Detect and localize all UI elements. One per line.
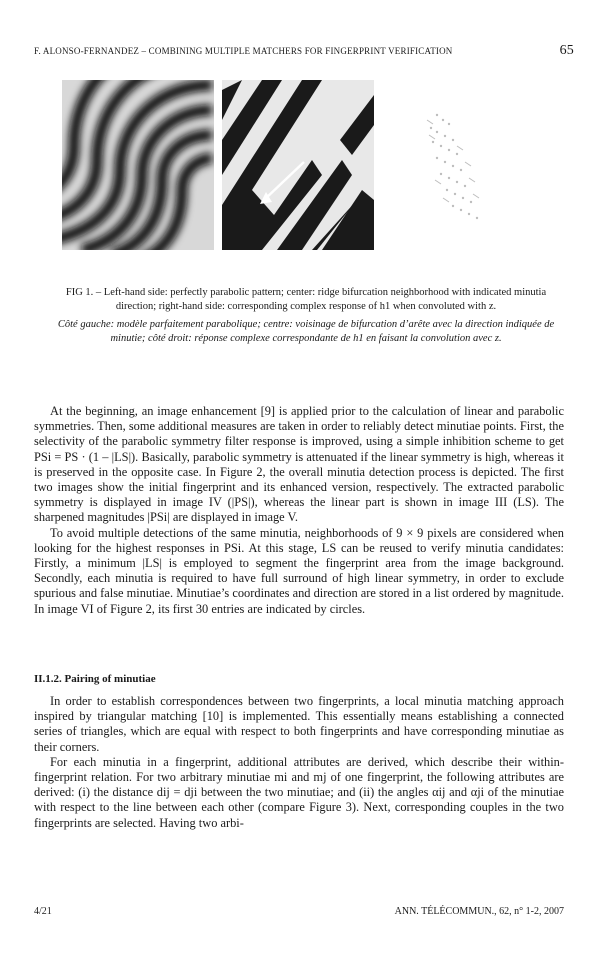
figure-1 bbox=[62, 80, 562, 260]
paragraph: To avoid multiple detections of the same minutia, neighborhoods of 9 × 9 pixels are considered when looking for the highest responses in PSi. At this stage, LS can be reused to verify minutia candidates: Firstly, a minimum |LS| is employed to segment the fingerprint area from the image background. Secondly, each minutia is required to have full surround of high linear symmetry, in order to exclude spurious and false minutiae. Minutiae’s coordinates and direction are stored in a list ordered by magnitude. In image VI of Figure 2, its first 30 entries are indicated by circles. bbox=[34, 525, 564, 616]
page-number: 65 bbox=[559, 43, 574, 58]
figure-parabolic-pattern bbox=[62, 80, 214, 250]
paragraph: For each minutia in a fingerprint, additional attributes are derived, which describe their within-fingerprint relation. For two arbitrary minutiae mi and mj of one fingerprint, the following attributes are derived: (i) the distance dij = dji between the two minutiae; and (ii) the angles αij and αji of the minutiae with respect to the line between each other (compare Figure 3). Next, corresponding couples in the two fingerprints are selected. Having two arbi- bbox=[34, 754, 564, 830]
body-text bbox=[34, 404, 564, 617]
figure-complex-response bbox=[407, 80, 562, 250]
body-text-section bbox=[34, 694, 564, 831]
running-header bbox=[34, 43, 574, 58]
running-title: F. ALONSO-FERNANDEZ – COMBINING MULTIPLE MATCHERS FOR FINGERPRINT VERIFICATION bbox=[34, 46, 453, 56]
caption-english: FIG 1. – Left-hand side: perfectly parabolic pattern; center: ridge bifurcation neighborhood with indicated minutia direction; right-hand side: corresponding complex response of h1 when convoluted with z. bbox=[65, 287, 547, 312]
paragraph: In order to establish correspondences between two fingerprints, a local minutia matching approach inspired by triangular matching [10] is implemented. This essentially means establishing a connected series of triangles, which are equal with respect to both fingerprints and have corresponding minutiae as their corners. bbox=[34, 694, 564, 754]
section-heading: II.1.2. Pairing of minutiae bbox=[34, 673, 156, 685]
page-footer bbox=[34, 906, 564, 917]
footer-page-info: 4/21 bbox=[34, 906, 52, 917]
figure-ridge-bifurcation bbox=[222, 80, 374, 250]
footer-journal: ANN. TÉLÉCOMMUN., 62, n° 1-2, 2007 bbox=[394, 906, 564, 917]
caption-french: Côté gauche: modèle parfaitement parabolique; centre: voisinage de bifurcation d’arête avec la direction indiquée de minutie; côté droit: réponse complexe correspondante de h1 en faisant la convolution avec z. bbox=[57, 319, 555, 344]
paragraph: At the beginning, an image enhancement [9] is applied prior to the calculation of linear and parabolic symmetries. Then, some additional measures are taken in order to reliably detect minutiae points. First, the selectivity of the parabolic symmetry filter response is improved, using a simple inhibition scheme to get PSi = PS · (1 – |LS|). Basically, parabolic symmetry is attenuated if the linear symmetry is high, whereas it is preserved in the opposite case. In Figure 2, the overall minutia detection process is depicted. The first two images show the initial fingerprint and its enhanced version, respectively. The extracted parabolic symmetry is displayed in image IV (|PS|), whereas the linear part is shown in image III (LS). The sharpened magnitudes |PSi| are displayed in image V. bbox=[34, 404, 564, 525]
figure-caption bbox=[56, 286, 556, 346]
